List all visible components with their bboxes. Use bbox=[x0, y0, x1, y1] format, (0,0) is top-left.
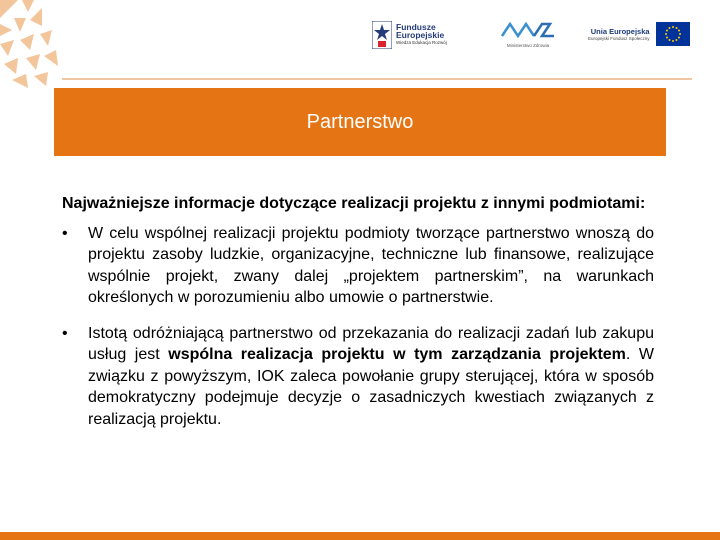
title-banner bbox=[54, 88, 666, 156]
funds-logo-line2: Europejskie bbox=[396, 30, 445, 40]
bullet-2-text-end: . W związku z powyższym, IOK zaleca powołanie grupy sterującej, która w sposób demokratyczny podejmuje decyzje o zasadniczych kwestiach związanych z realizacją projektu. bbox=[88, 346, 655, 428]
eu-logo-title: Unia Europejska bbox=[590, 27, 650, 36]
bullet-2-text-start: Istotą odróżniającą partnerstwo od przekazania do realizacji zadań lub zakupu usług jest bbox=[88, 324, 654, 363]
eu-logo-subtitle: Europejski Fundusz Społeczny bbox=[588, 36, 650, 41]
intro-text: Najważniejsze informacje dotyczące realizacji projektu z innymi podmiotami: bbox=[62, 195, 646, 212]
bullet-icon: • bbox=[62, 324, 68, 342]
ministry-logo bbox=[498, 18, 558, 50]
slide-content bbox=[62, 193, 654, 444]
ministry-wave-icon bbox=[498, 18, 558, 42]
decorative-corner-pattern bbox=[0, 0, 60, 90]
footer-bar bbox=[0, 532, 720, 540]
eu-logo bbox=[588, 22, 690, 46]
eu-flag-icon bbox=[656, 22, 690, 46]
funds-logo bbox=[372, 18, 447, 52]
header-divider bbox=[62, 78, 692, 80]
bullet-2-emphasis: wspólna realizacja projektu w tym zarządzania projektem bbox=[168, 346, 626, 363]
funds-star-icon bbox=[372, 21, 392, 49]
slide-title: Partnerstwo bbox=[306, 110, 414, 133]
funds-logo-line1: Fundusze bbox=[396, 22, 436, 32]
funds-logo-subtitle: Wiedza Edukacja Rozwój bbox=[396, 40, 447, 45]
ministry-logo-subtitle: Ministerstwo Zdrowia bbox=[506, 43, 550, 48]
bullet-item-1 bbox=[62, 223, 654, 309]
bullet-1-text: W celu wspólnej realizacji projektu podmioty tworzące partnerstwo wnoszą do projektu zasoby ludzkie, organizacyjne, techniczne lub finansowe, realizujące wspólnie projekt, zwany dalej „projektem partnerskim”, na warunkach określonych w porozumieniu albo umowie o partnerstwie. bbox=[88, 224, 654, 306]
bullet-item-2 bbox=[62, 323, 654, 431]
bullet-icon: • bbox=[62, 224, 68, 242]
